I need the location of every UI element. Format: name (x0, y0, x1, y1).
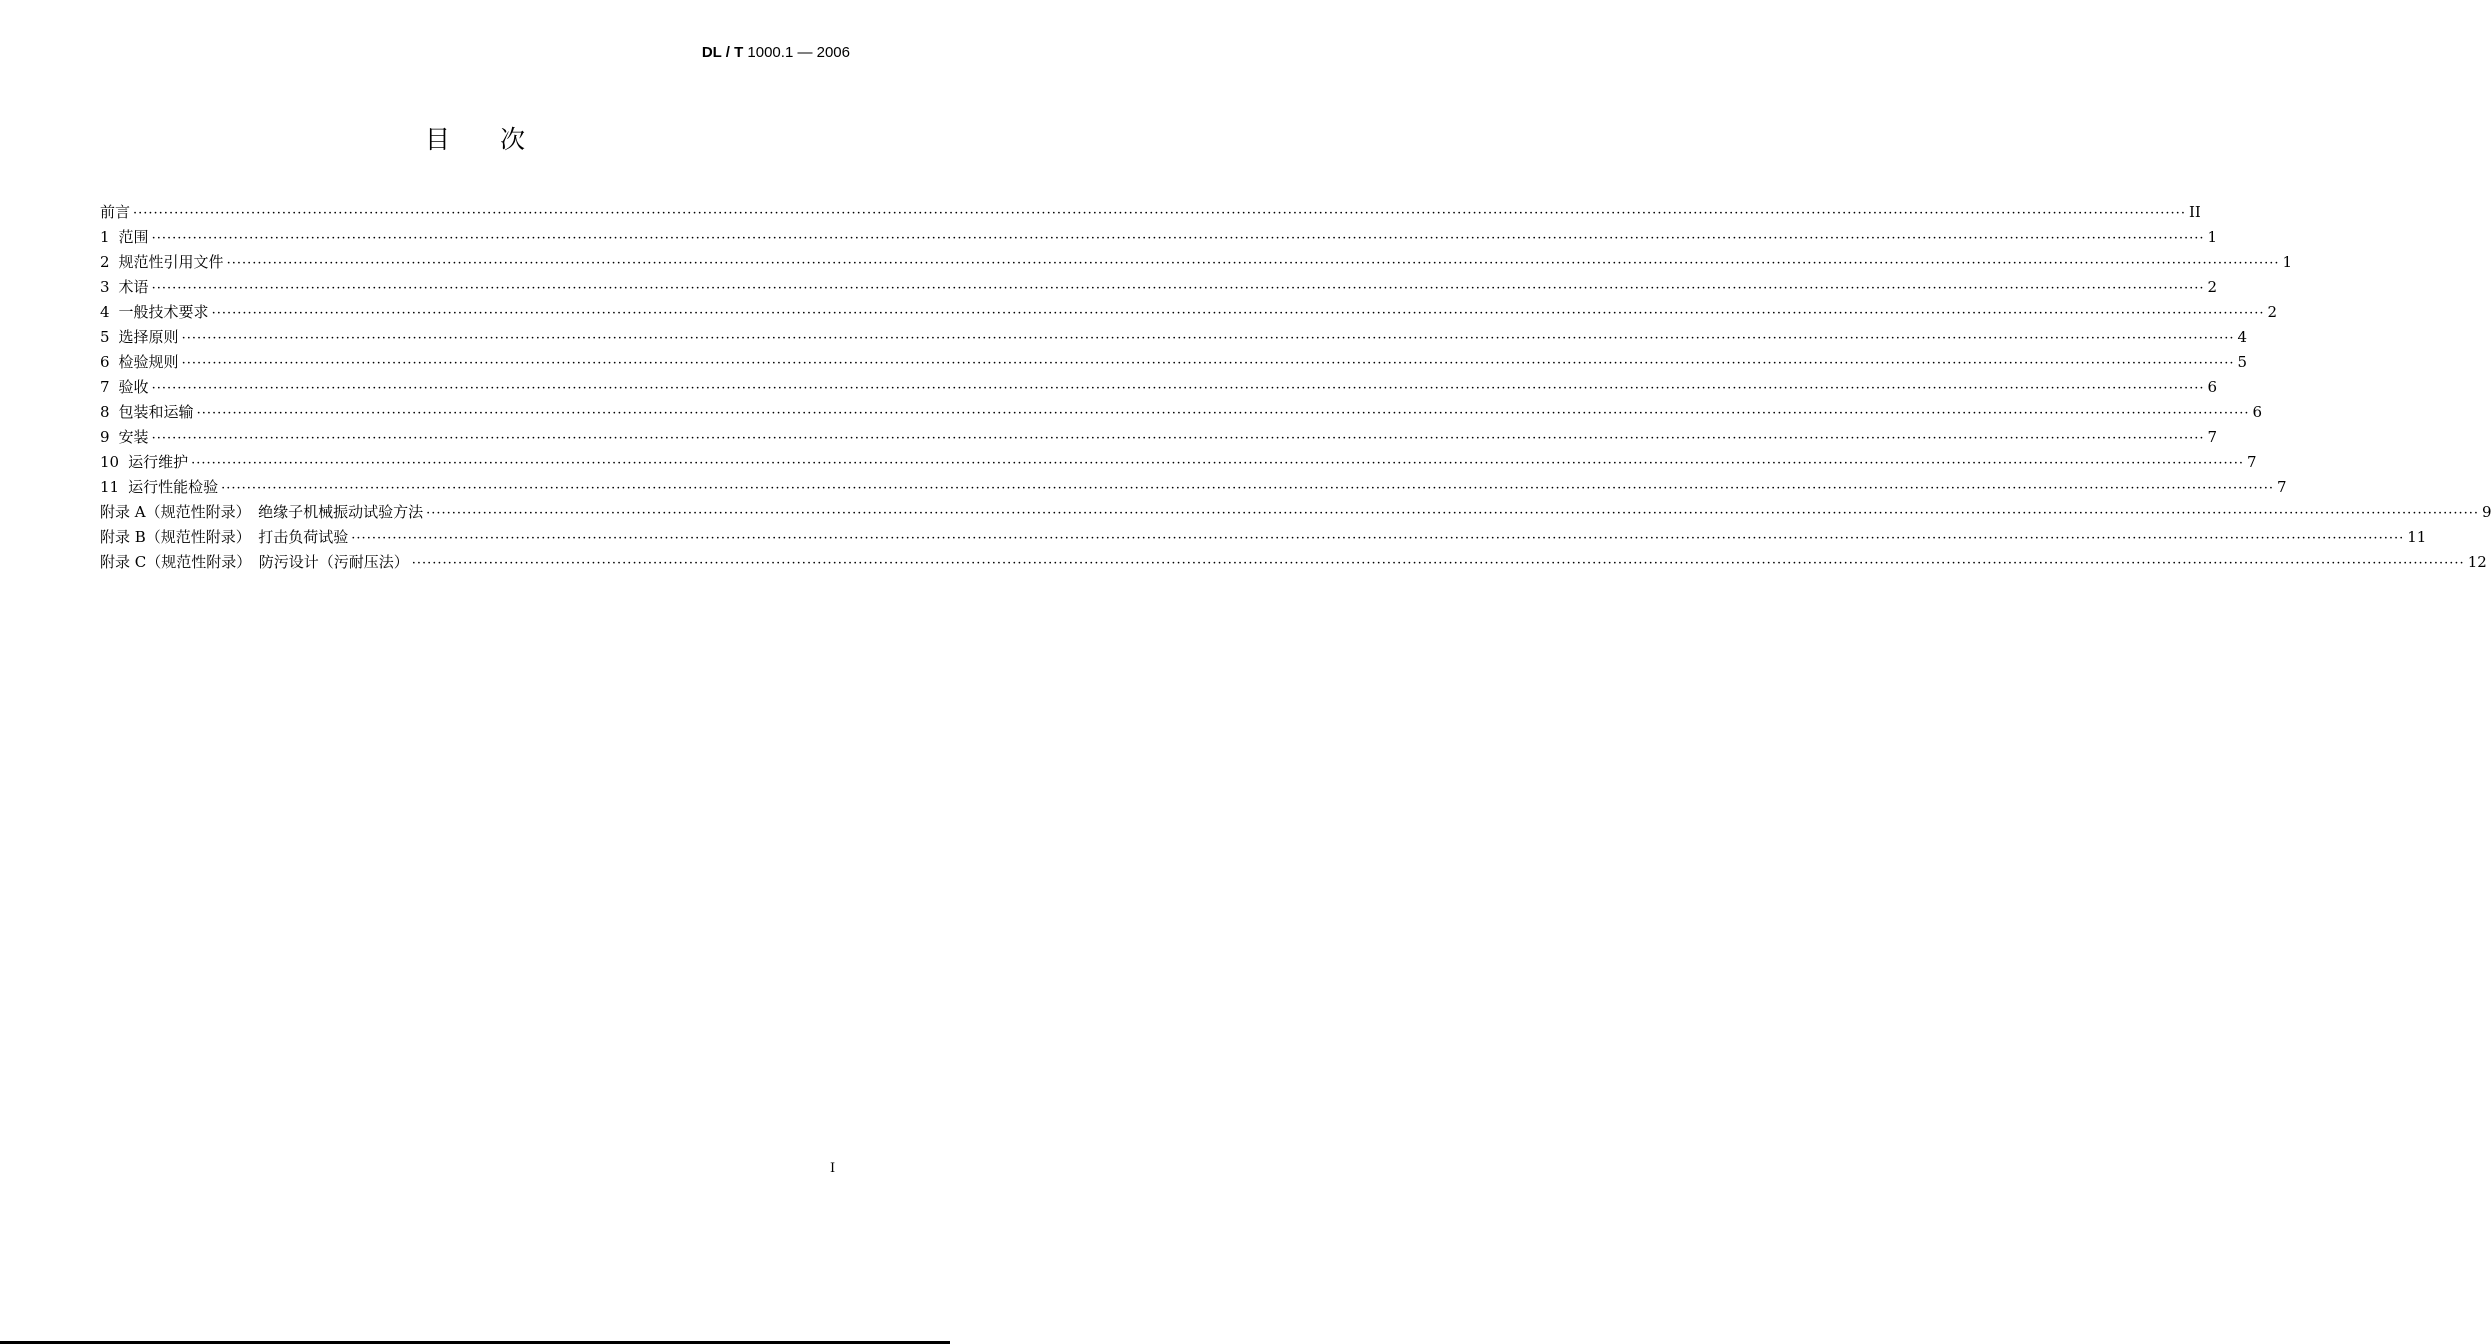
toc-entry-label: 术语 (118, 278, 149, 296)
toc-dot-leader: ················································································································································································································································································································································································································ (133, 206, 2186, 221)
toc-entry-number: 2 (100, 253, 110, 271)
standard-code (702, 44, 850, 61)
toc-entry-number: 10 (100, 453, 120, 471)
toc-entry[interactable] (100, 325, 2248, 350)
toc-entry-number: 11 (100, 478, 120, 496)
toc-dot-leader: ················································································································································································································································································································································································································ (191, 456, 2245, 471)
toc-dot-leader: ················································································································································································································································································································································································································ (181, 356, 2235, 371)
toc-entry-page: 4 (2237, 328, 2248, 346)
toc-entry[interactable] (100, 375, 2218, 400)
toc-entry-label: 包装和运输 (118, 403, 194, 421)
toc-entry-page: 11 (2407, 528, 2427, 546)
toc-entry-number: 6 (100, 353, 110, 371)
toc-entry-number: 4 (100, 303, 110, 321)
standard-prefix: DL / T (701, 44, 744, 61)
toc-entry-label: 运行性能检验 (128, 478, 219, 496)
toc-entry-page: 7 (2277, 478, 2287, 496)
toc-entry[interactable] (100, 525, 2427, 550)
toc-entry-label: 安装 (118, 428, 149, 446)
toc-entry-page: 6 (2252, 403, 2263, 421)
toc-entry[interactable] (100, 275, 2218, 300)
toc-dot-leader: ················································································································································································································································································································································································································ (196, 406, 2250, 421)
toc-entry-number: 1 (100, 228, 110, 246)
toc-entry[interactable] (100, 475, 2287, 500)
toc-entry-label: 运行维护 (128, 453, 189, 471)
toc-entry-page: 6 (2207, 378, 2218, 396)
toc-entry-page: II (2188, 203, 2201, 221)
toc-dot-leader: ················································································································································································································································································································································································································ (151, 431, 2205, 446)
toc-entry-number: 3 (100, 278, 110, 296)
toc-entry-label: 验收 (118, 378, 149, 396)
toc-entry[interactable] (100, 350, 2248, 375)
toc-entry-page: 7 (2247, 453, 2257, 471)
toc-entry-label: 一般技术要求 (118, 303, 209, 321)
toc-entry-label: 规范性引用文件 (118, 253, 224, 271)
toc-entry-label: 前言 (100, 203, 131, 221)
toc-dot-leader: ················································································································································································································································································································································································································ (151, 281, 2205, 296)
toc-entry-page: 2 (2207, 278, 2218, 296)
toc-entry[interactable] (100, 400, 2263, 425)
toc-entry[interactable] (100, 250, 2293, 275)
toc-entry-number: 9 (100, 428, 110, 446)
toc-dot-leader: ················································································································································································································································································································································································································ (151, 381, 2205, 396)
toc-dot-leader: ················································································································································································································································································································································································································ (211, 306, 2265, 321)
toc-entry-label: 选择原则 (118, 328, 179, 346)
toc-entry-page: 12 (2467, 553, 2487, 571)
toc-entry-label: 检验规则 (118, 353, 179, 371)
toc-entry-page: 1 (2282, 253, 2293, 271)
toc-entry[interactable] (100, 550, 2487, 575)
toc-dot-leader: ················································································································································································································································································································································································································ (151, 231, 2205, 246)
toc-entry[interactable] (100, 200, 2201, 225)
toc-dot-leader: ················································································································································································································································································································································································································ (226, 256, 2280, 271)
toc-entry[interactable] (100, 425, 2218, 450)
toc-dot-leader: ················································································································································································································································································································································································································ (426, 506, 2480, 521)
toc-dot-leader: ················································································································································································································································································································································································································ (221, 481, 2275, 496)
toc-entry-page: 5 (2237, 353, 2248, 371)
toc-dot-leader: ················································································································································································································································································································································································································ (411, 556, 2465, 571)
table-of-contents (100, 200, 2492, 575)
toc-entry-page: 9 (2482, 503, 2492, 521)
toc-entry[interactable] (100, 300, 2278, 325)
toc-entry[interactable] (100, 450, 2257, 475)
toc-entry-label: 范围 (118, 228, 149, 246)
toc-entry-number: 8 (100, 403, 110, 421)
toc-entry-number: 5 (100, 328, 110, 346)
toc-entry-number: 7 (100, 378, 110, 396)
toc-entry-page: 7 (2207, 428, 2218, 446)
toc-dot-leader: ················································································································································································································································································································································································································ (181, 331, 2235, 346)
toc-dot-leader: ················································································································································································································································································································································································································ (351, 531, 2405, 546)
toc-entry-page: 2 (2267, 303, 2278, 321)
page-number: I (830, 1161, 836, 1176)
toc-entry-label: 附录 B（规范性附录） 打击负荷试验 (100, 528, 349, 546)
standard-number: 1000.1 — 2006 (747, 44, 850, 61)
toc-entry-page: 1 (2207, 228, 2218, 246)
toc-entry[interactable] (100, 500, 2492, 525)
toc-entry[interactable] (100, 225, 2218, 250)
page-title: 目 次 (424, 125, 525, 154)
toc-entry-label: 附录 C（规范性附录） 防污设计（污耐压法） (100, 553, 409, 571)
toc-entry-label: 附录 A（规范性附录） 绝缘子机械振动试验方法 (100, 503, 424, 521)
